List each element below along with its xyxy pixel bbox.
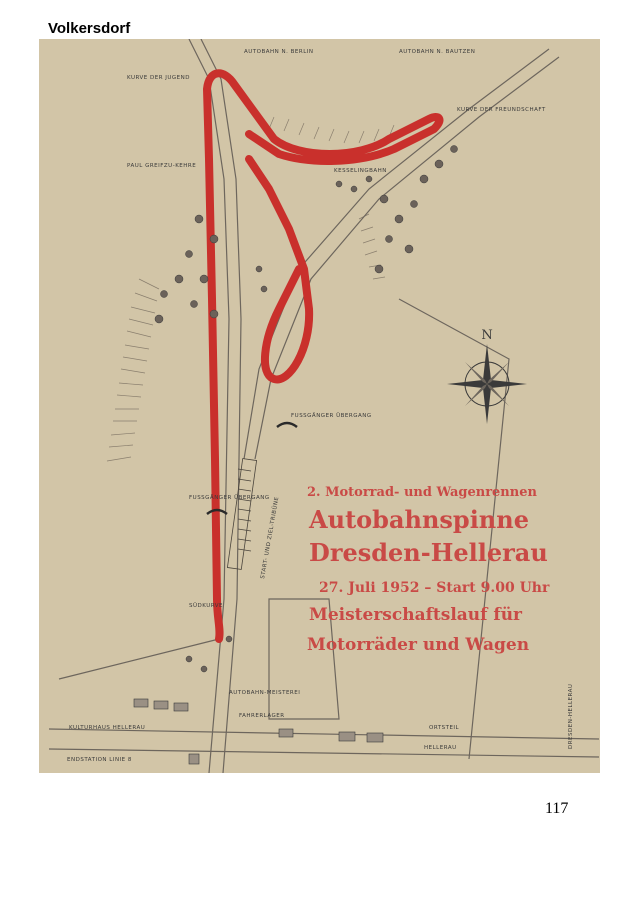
label-start-ziel: START- UND ZIEL-TRIBÜNE <box>260 496 281 580</box>
label-kurve-jugend: KURVE DER JUGEND <box>127 75 191 81</box>
label-artist: DRESDEN-HELLERAU <box>568 683 574 749</box>
label-hellerau: HELLERAU <box>424 745 457 751</box>
poster-title-line-5: Meisterschaftslauf für <box>309 605 523 625</box>
label-kulturhaus: KULTURHAUS HELLERAU <box>69 725 146 731</box>
poster-title-line-4: 27. Juli 1952 – Start 9.00 Uhr <box>319 580 550 596</box>
label-autobahn-berlin: AUTOBAHN N. BERLIN <box>244 49 314 55</box>
label-sudkurve: SÜDKURVE <box>189 603 223 609</box>
label-kesselingbahn: KESSELINGBAHN <box>334 168 387 174</box>
label-endstation: ENDSTATION LINIE 8 <box>67 757 132 763</box>
label-autobahn-bautzen: AUTOBAHN N. BAUTZEN <box>399 49 476 55</box>
label-fahrerlager: FAHRERLAGER <box>239 713 285 719</box>
compass-north-label: N <box>481 328 493 343</box>
label-kurve-freundschaft: KURVE DER FREUNDSCHAFT <box>457 107 546 113</box>
page-number: 117 <box>545 800 569 817</box>
race-poster <box>39 39 600 773</box>
label-ortsteil: ORTSTEIL <box>429 725 460 731</box>
label-fussganger-1: FUSSGÄNGER ÜBERGANG <box>291 413 372 419</box>
label-autobahnmeisterei: AUTOBAHN-MEISTEREI <box>229 690 301 696</box>
poster-title-line-6: Motorräder und Wagen <box>307 635 530 655</box>
poster-title-line-1: 2. Motorrad- und Wagenrennen <box>307 485 537 500</box>
poster-title-line-3: Dresden-Hellerau <box>309 538 548 567</box>
label-fussganger-2: FUSSGÄNGER ÜBERGANG <box>189 495 270 501</box>
page-header-title: Volkersdorf <box>48 20 131 37</box>
poster-title-line-2: Autobahnspinne <box>309 505 529 534</box>
label-paul-greifzu: PAUL GREIFZU-KEHRE <box>127 163 197 169</box>
